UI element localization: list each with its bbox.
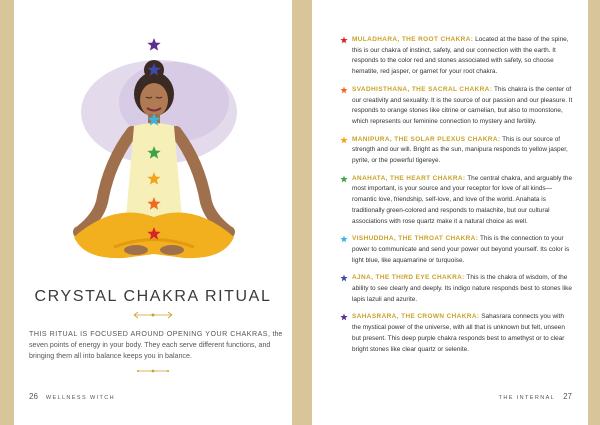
star-bullet-icon	[340, 136, 348, 144]
chakra-entry	[342, 273, 574, 305]
chakra-entry	[342, 35, 574, 78]
star-bullet-icon	[340, 86, 348, 94]
chakra-description: This chakra is the center of our creativity and sexuality. It is the source of our passion and our pleasure. It responds to orange stones like citrine or carnelian, but also to moonstone, which represents our feminine connection to mystery and fertility.	[352, 85, 573, 125]
chakra-name: SAHASRARA, THE CROWN CHAKRA:	[352, 313, 480, 321]
chakra-entry	[342, 135, 574, 167]
chakra-description: This is the chakra of wisdom, of the ability to see clearly and deeply. Its indigo nature responds best to stones like lapis lazuli and azurite.	[352, 274, 572, 303]
star-bullet-icon	[340, 175, 348, 183]
intro-lead: THIS RITUAL IS FOCUSED AROUND OPENING YOUR CHAKRAS,	[29, 330, 271, 338]
chakra-entry	[342, 234, 574, 266]
page-title: CRYSTAL CHAKRA RITUAL	[34, 288, 272, 305]
chakra-entry	[342, 312, 574, 355]
chakra-description: Sahasrara connects you with the mystical power of the universe, with all that is unknown but felt, unseen but present. This deep purple chakra responds best to amethyst or to clear bright stones like clear quartz or selenite.	[352, 313, 565, 353]
chakra-name: AJNA, THE THIRD EYE CHAKRA:	[352, 274, 465, 282]
chakra-description: Located at the base of the spine, this is our chakra of instinct, safety, and our connection with the earth. It responds to the color red and stones associated with safety, so choose hematite, red jasper, or garnet for your root chakra.	[352, 36, 569, 76]
intro-paragraph	[29, 329, 283, 362]
chakra-name: VISHUDDHA, THE THROAT CHAKRA:	[352, 235, 479, 243]
left-page	[14, 0, 292, 425]
right-folio	[499, 392, 572, 401]
meditating-woman-illustration	[54, 32, 254, 277]
star-bullet-icon	[340, 313, 348, 321]
chakra-description: This is our source of strength and our will. Bright as the sun, manipura responds to yellow jasper, pyrite, or the powerful tigereye.	[352, 135, 568, 165]
left-folio	[29, 392, 115, 401]
chakra-name: MANIPURA, THE SOLAR PLEXUS CHAKRA:	[352, 135, 501, 143]
chakra-entry	[342, 174, 574, 228]
right-page-number: 27	[563, 392, 572, 401]
chakra-description: The central chakra, and arguably the most important, is your source and your receptor for love of all kinds—romantic love, friendship, self-love, and love of the world. Anahata is traditionally green-colored and responds to malachite, but our cultural associations with rose quartz make it a natural choice as well.	[352, 174, 573, 225]
chakra-description: This is the connection to your power to communicate and send your power out beyond yourself. Its color is light blue, like aquamarine or turquoise.	[352, 235, 570, 264]
left-running-head: WELLNESS WITCH	[45, 395, 115, 401]
chakra-list	[342, 35, 574, 362]
right-page	[312, 0, 588, 425]
chakra-star-icon	[147, 38, 160, 51]
small-divider-icon	[132, 367, 174, 375]
right-running-head: THE INTERNAL	[498, 395, 556, 401]
star-bullet-icon	[340, 235, 348, 243]
ornamental-divider-icon	[132, 310, 174, 320]
chakra-name: ANAHATA, THE HEART CHAKRA:	[352, 174, 466, 182]
chakra-entry	[342, 85, 574, 128]
star-bullet-icon	[340, 274, 348, 282]
intro-text: the seven points of energy in your body. They each serve different functions, and bringing them all into balance keeps you in balance.	[29, 330, 283, 360]
star-bullet-icon	[340, 36, 348, 44]
chakra-name: SVADHISTHANA, THE SACRAL CHAKRA:	[352, 85, 493, 93]
chakra-name: MULADHARA, THE ROOT CHAKRA:	[352, 36, 474, 43]
left-page-number: 26	[29, 392, 38, 401]
